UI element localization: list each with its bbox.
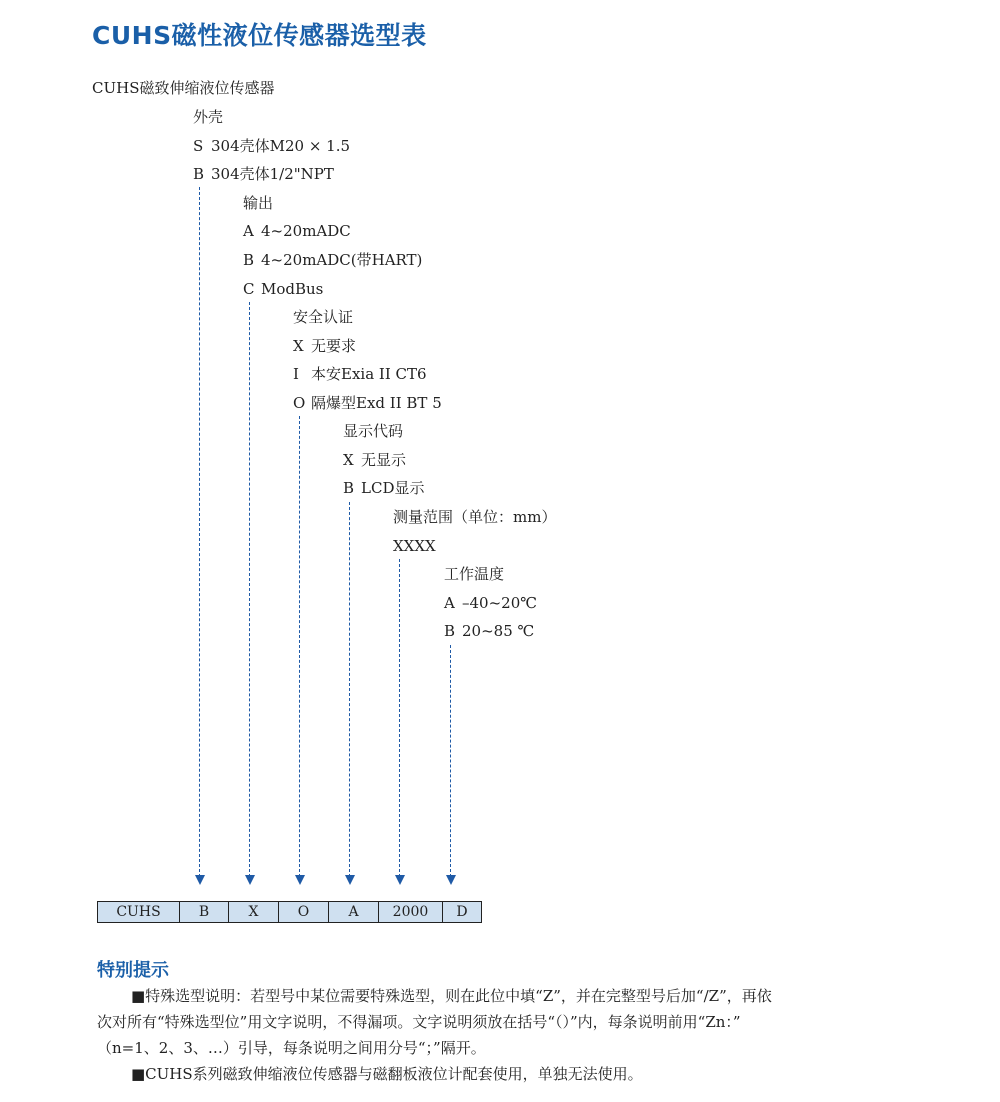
option-text: ModBus [261,280,324,298]
option-row [243,221,351,241]
option-text: 本安Exia II CT6 [311,365,427,383]
option-text: 无显示 [361,451,407,469]
option-code: I [293,365,299,383]
option-code: A [243,222,254,240]
group-heading-display: 显示代码 [343,422,404,440]
code-cell-range: 2000 [379,902,443,922]
option-row [293,393,442,413]
option-text: 4~20mADC(带HART) [261,251,423,269]
notes-title: 特别提示 [97,960,169,981]
option-row [393,536,436,556]
group-heading-temperature: 工作温度 [444,565,505,583]
note-line: ■特殊选型说明：若型号中某位需要特殊选型，则在此位中填“Z”，并在完整型号后加“/Z”，再依 [131,987,772,1005]
option-row [444,593,537,613]
option-text: 4~20mADC [261,222,351,240]
model-code-bar [97,901,482,923]
option-row [193,164,334,184]
option-text: 304壳体1/2"NPT [211,165,334,183]
option-row [193,136,350,156]
option-row [243,279,323,299]
product-name: CUHS磁致伸缩液位传感器 [92,79,275,97]
option-code: A [444,594,455,612]
option-row [343,478,424,498]
option-code: X [293,337,304,355]
option-text: 隔爆型Exd II BT 5 [311,394,442,412]
code-cell-safety: O [279,902,329,922]
option-text: XXXX [393,537,436,555]
option-code: S [193,137,204,155]
option-text: 304壳体M20 × 1.5 [211,137,351,155]
option-code: B [193,165,205,183]
code-cell-output: X [229,902,279,922]
option-row [444,621,534,641]
option-code: B [243,251,255,269]
option-code: B [444,622,456,640]
group-heading-safety: 安全认证 [293,308,354,326]
option-text: 20~85 ℃ [462,622,535,640]
group-heading-housing: 外壳 [193,108,224,126]
group-heading-range: 测量范围（单位：mm） [393,508,557,526]
code-cell-display: A [329,902,379,922]
option-code: B [343,479,355,497]
group-heading-output: 输出 [243,194,274,212]
option-row [293,336,356,356]
code-cell-housing: B [180,902,229,922]
option-row [243,250,422,270]
note-line: （n=1、2、3、…）引导，每条说明之间用分号“；”隔开。 [97,1039,486,1057]
option-code: X [343,451,354,469]
option-code: C [243,280,255,298]
note-line: ■CUHS系列磁致伸缩液位传感器与磁翻板液位计配套使用，单独无法使用。 [131,1065,643,1083]
note-line: 次对所有“特殊选型位”用文字说明，不得漏项。文字说明须放在括号“（）”内，每条说明前用“Zn：” [97,1013,741,1031]
option-code: O [293,394,306,412]
option-text: LCD显示 [361,479,425,497]
option-row [343,450,406,470]
option-row [293,364,427,384]
page-title: CUHS磁性液位传感器选型表 [92,21,427,50]
code-cell-temperature: D [456,904,468,920]
option-text: 无要求 [311,337,357,355]
code-cell-series: CUHS [98,902,180,922]
option-text: –40~20℃ [462,594,538,612]
